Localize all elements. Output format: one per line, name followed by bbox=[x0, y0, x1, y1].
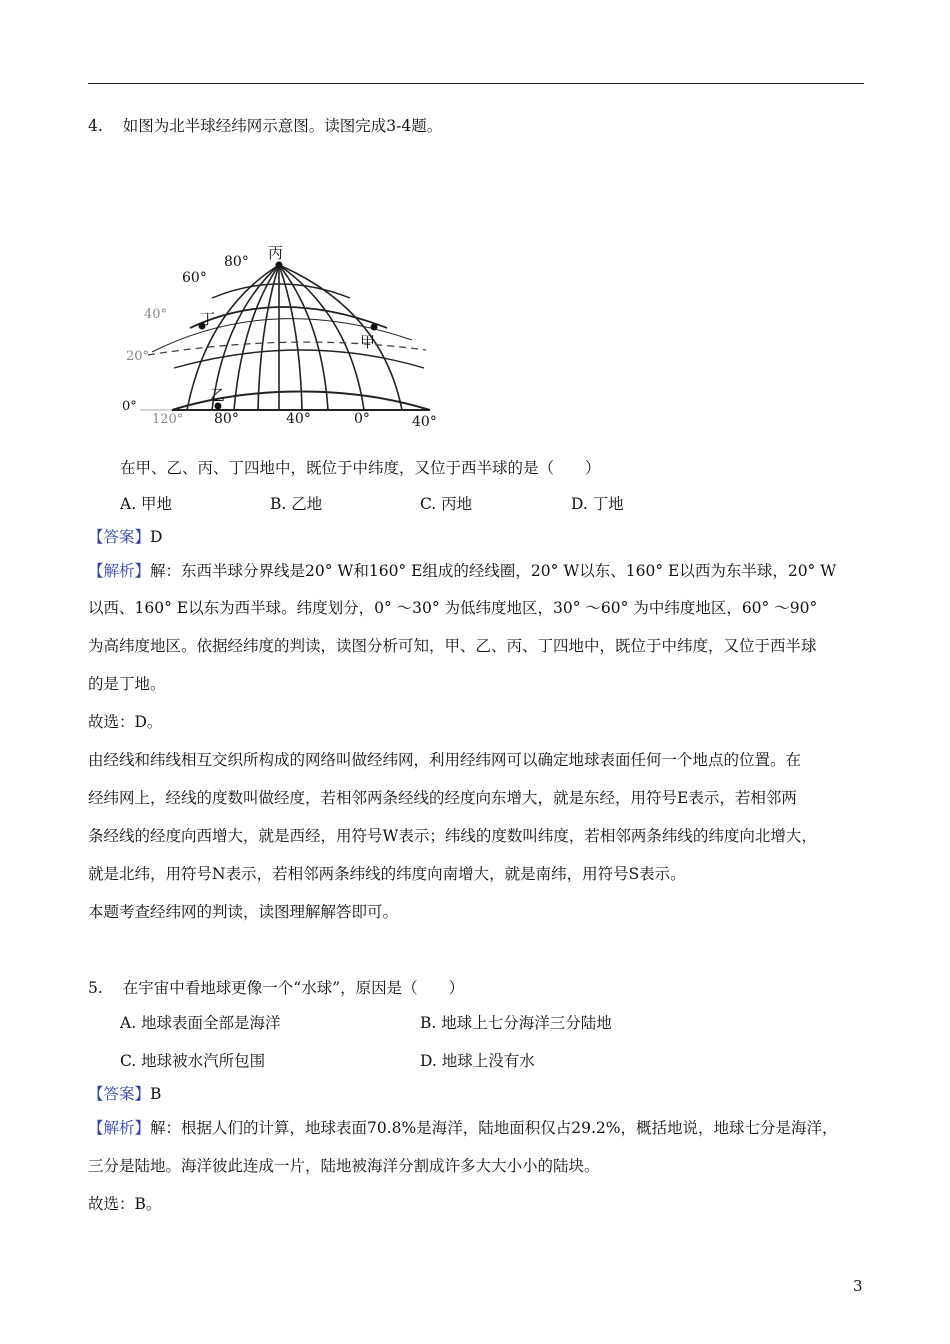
q4-analysis-line-3: 为高纬度地区。依据经纬度的判读，读图分析可知，甲、乙、丙、丁四地中，既位于中纬度，又位于西半球 bbox=[88, 637, 817, 655]
q5-option-b: B. 地球上七分海洋三分陆地 bbox=[420, 1014, 612, 1032]
q4-option-d: D. 丁地 bbox=[571, 495, 624, 513]
q4-analysis-tag: 【解析】 bbox=[88, 562, 151, 580]
lat-label: 60° bbox=[182, 270, 207, 286]
q4-analysis-line-1: 【解析】解：东西半球分界线是20° W和160° E组成的经线圈，20° W以东、160° E以西为东半球，20° W bbox=[88, 562, 837, 580]
q4-answer: D bbox=[150, 528, 163, 546]
q4-stem: 如图为北半球经纬网示意图。读图完成3-4题。 bbox=[122, 117, 443, 135]
lat-label: 80° bbox=[224, 254, 249, 270]
q5-analysis-tag: 【解析】 bbox=[88, 1119, 151, 1137]
q4-note-line-5: 本题考查经纬网的判读，读图理解解答即可。 bbox=[88, 903, 399, 921]
lat-label: 40° bbox=[144, 307, 168, 322]
header-rule bbox=[88, 83, 864, 84]
q5-option-c: C. 地球被水汽所包围 bbox=[120, 1052, 266, 1070]
lon-label: 40° bbox=[412, 414, 437, 430]
lon-label: 80° bbox=[214, 411, 239, 427]
q5-stem-line bbox=[88, 978, 464, 998]
q4-option-c: C. 丙地 bbox=[420, 495, 473, 513]
lon-label: 40° bbox=[286, 411, 311, 427]
graticule-figure bbox=[112, 230, 442, 430]
place-label-bing: 丙 bbox=[268, 244, 284, 262]
q4-question: 在甲、乙、丙、丁四地中，既位于中纬度，又位于西半球的是（ ） bbox=[120, 459, 601, 477]
q5-number: 5. bbox=[88, 979, 103, 997]
page-number: 3 bbox=[853, 1277, 863, 1295]
q5-analysis-line-2: 三分是陆地。海洋彼此连成一片，陆地被海洋分割成许多大大小小的陆块。 bbox=[88, 1157, 600, 1175]
q5-answer: B bbox=[150, 1085, 162, 1103]
lon-label: 0° bbox=[354, 411, 370, 427]
point-jia bbox=[371, 324, 378, 331]
q4-note-line-2: 经纬网上，经线的度数叫做经度，若相邻两条经线的经度向东增大，就是东经，用符号E表示，若相邻两 bbox=[88, 789, 797, 807]
q5-answer-line bbox=[88, 1084, 161, 1104]
place-label-yi: 乙 bbox=[210, 386, 226, 404]
q4-note-line-3: 条经线的经度向西增大，就是西经，用符号W表示；纬线的度数叫纬度，若相邻两条纬线的纬度向北增大， bbox=[88, 827, 817, 845]
place-label-jia: 甲 bbox=[360, 333, 376, 351]
q5-stem: 在宇宙中看地球更像一个“水球”，原因是（ ） bbox=[122, 979, 465, 997]
lat-label: 0° bbox=[122, 399, 137, 414]
q4-choose: 故选：D。 bbox=[88, 713, 163, 731]
q5-analysis-line-1: 【解析】解：根据人们的计算，地球表面70.8%是海洋，陆地面积仅占29.2%，概括地说，地球七分是海洋， bbox=[88, 1119, 838, 1137]
tropic-dashed-line bbox=[148, 342, 426, 355]
q5-option-a: A. 地球表面全部是海洋 bbox=[120, 1014, 281, 1032]
point-bing bbox=[276, 262, 283, 269]
q4-number: 4. bbox=[88, 117, 103, 135]
q5-option-d: D. 地球上没有水 bbox=[420, 1052, 535, 1070]
place-label-ding: 丁 bbox=[200, 310, 216, 328]
q4-answer-line bbox=[88, 527, 162, 547]
q4-answer-tag: 【答案】 bbox=[88, 528, 151, 546]
lon-label: 120° bbox=[152, 412, 184, 427]
lat-label: 20° bbox=[126, 349, 150, 364]
q4-note-line-1: 由经线和纬线相互交织所构成的网络叫做经纬网，利用经纬网可以确定地球表面任何一个地点的位置。在 bbox=[88, 751, 802, 769]
q4-note-line-4: 就是北纬，用符号N表示，若相邻两条纬线的纬度向南增大，就是南纬，用符号S表示。 bbox=[88, 865, 686, 883]
q4-stem-line bbox=[88, 116, 442, 136]
q4-option-b: B. 乙地 bbox=[270, 495, 323, 513]
q4-analysis-line-4: 的是丁地。 bbox=[88, 675, 166, 693]
q4-option-a: A. 甲地 bbox=[120, 495, 173, 513]
q5-choose: 故选：B。 bbox=[88, 1195, 162, 1213]
q4-analysis-line-2: 以西、160° E以东为西半球。纬度划分，0° ～30° 为低纬度地区，30° ～60° 为中纬度地区，60° ～90° bbox=[88, 599, 818, 617]
q5-answer-tag: 【答案】 bbox=[88, 1085, 151, 1103]
